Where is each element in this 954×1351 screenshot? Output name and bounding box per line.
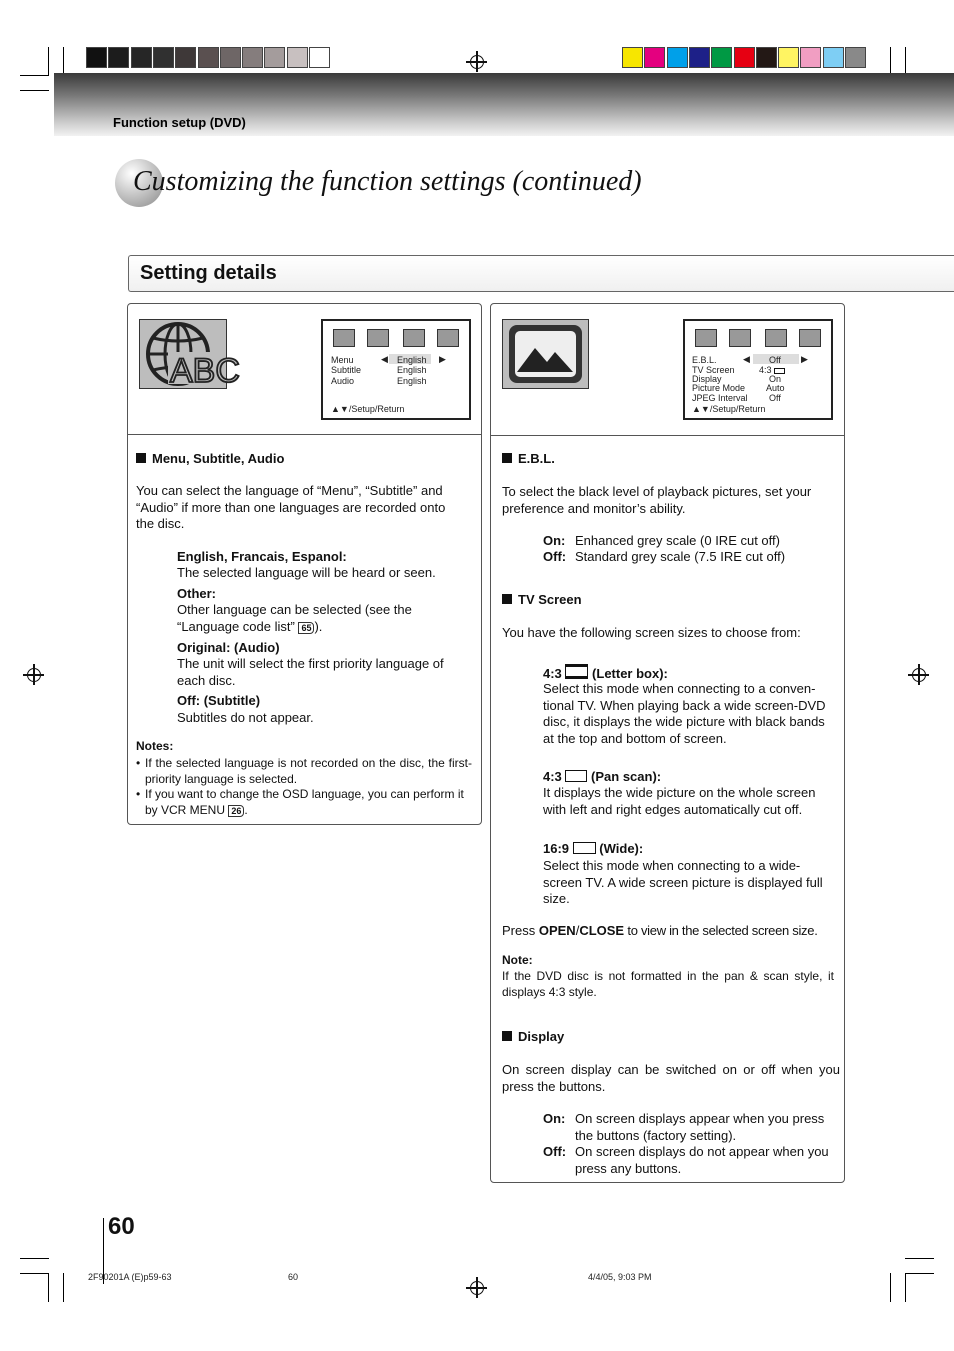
picture-osd-screen (683, 319, 833, 420)
registration-mark-icon (27, 668, 41, 682)
language-tab-icon (333, 329, 355, 347)
audio-tab-icon (403, 329, 425, 347)
option-title (543, 841, 643, 858)
option-title (543, 769, 661, 786)
color-swatch (667, 47, 688, 68)
osd-nav: ▲▼/Setup/Return (331, 404, 405, 414)
note-title: Note: (502, 953, 533, 967)
color-swatch (800, 47, 821, 68)
section-label: Function setup (DVD) (113, 115, 246, 130)
bullet-square-icon (502, 1031, 512, 1041)
text: / (575, 923, 580, 938)
text: ). (314, 618, 323, 634)
osd-nav: ▲▼/Setup/Return (692, 404, 766, 414)
option-desc: Subtitles do not appear. (177, 710, 314, 725)
option-title: Original: (Audio) (177, 640, 280, 655)
option-desc: On screen displays do not appear when you press any buttons. (575, 1144, 829, 1176)
bullet-square-icon (502, 453, 512, 463)
crop-mark (905, 1273, 934, 1274)
crop-mark (905, 1273, 906, 1302)
paragraph (502, 923, 818, 940)
osd-value: English (397, 355, 427, 365)
text: Press (502, 923, 539, 938)
color-swatch (622, 47, 643, 68)
color-swatch (845, 47, 866, 68)
heading-text: Menu, Subtitle, Audio (152, 451, 285, 466)
color-swatch (175, 47, 196, 68)
crop-mark (63, 47, 64, 76)
arrow-left-icon: ◀ (381, 354, 388, 364)
text: (Wide): (599, 841, 644, 856)
option-desc: Select this mode when connecting to a conven-tional TV. When playing back a wide screen-DVD disc, it displays the wide picture with black bands at the top and bottom of screen. (543, 681, 826, 746)
footer-page: 60 (288, 1272, 299, 1282)
button-name: OPEN (538, 923, 576, 938)
osd-label: Audio (331, 376, 355, 386)
language-osd-screen (321, 319, 471, 420)
button-name: CLOSE (579, 923, 625, 938)
option-title: On: (543, 1111, 566, 1126)
color-swatch (86, 47, 107, 68)
footer-date: 4/4/05, 9:03 PM (588, 1272, 652, 1282)
option-title (543, 664, 668, 683)
crop-mark (63, 1273, 64, 1302)
crop-mark (20, 75, 49, 76)
page-title: Customizing the function settings (continued) (133, 166, 642, 197)
color-swatch (778, 47, 799, 68)
color-swatch (220, 47, 241, 68)
footer-code: 2F90201A (E)p59-63 (88, 1272, 172, 1282)
color-swatch (108, 47, 129, 68)
page-reference: 26 (228, 805, 244, 817)
picture-tab-icon (367, 329, 389, 347)
osd-label: Display (692, 374, 722, 384)
picture-tab-icon (729, 329, 751, 347)
option-desc: On screen displays appear when you press the buttons (factory setting). (575, 1111, 825, 1143)
language-globe-icon (139, 319, 240, 390)
crop-mark (890, 1273, 891, 1302)
setup-tab-icon (799, 329, 821, 347)
color-swatch (823, 47, 844, 68)
heading-ebl (502, 451, 555, 466)
option-desc: The unit will select the first priority language of each disc. (177, 656, 444, 688)
option-title: Off: (Subtitle) (177, 693, 261, 708)
text: (Pan scan): (591, 769, 662, 784)
bullet-square-icon (502, 594, 512, 604)
crop-mark (20, 1273, 49, 1274)
text: Other language can be selected (see the (177, 602, 412, 617)
option-desc: Standard grey scale (7.5 IRE cut off) (575, 549, 786, 564)
paragraph: On screen display can be switched on or off when you press the buttons. (502, 1062, 840, 1094)
text: to view in the selected screen size. (624, 923, 818, 938)
arrow-right-icon: ▶ (439, 354, 446, 364)
color-swatch (264, 47, 285, 68)
heading-text: Display (518, 1029, 565, 1044)
crop-mark (890, 47, 891, 76)
pan-scan-icon (565, 770, 587, 782)
option-desc (177, 602, 472, 635)
svg-text:ABC: ABC (170, 352, 240, 390)
text: If the selected language is not recorded on the disc, the first-priority language is selected. (145, 756, 472, 786)
text: If you want to change the OSD language, you can perform it by VCR MENU (145, 787, 464, 817)
text: 4:3 (543, 666, 562, 681)
registration-mark-icon (470, 55, 484, 69)
color-swatch (309, 47, 330, 68)
option-desc: The selected language will be heard or seen. (177, 565, 436, 580)
page-number: 60 (108, 1213, 135, 1240)
color-swatch (689, 47, 710, 68)
option-title: On: (543, 533, 566, 548)
color-swatch (131, 47, 152, 68)
text: 4:3 (759, 365, 772, 375)
text: 16:9 (543, 841, 570, 856)
color-swatch (734, 47, 755, 68)
color-swatch (287, 47, 308, 68)
color-swatch (242, 47, 263, 68)
osd-label: TV Screen (692, 365, 735, 375)
picture-icon (502, 319, 589, 389)
audio-tab-icon (765, 329, 787, 347)
crop-mark (48, 1273, 49, 1302)
option-desc: It displays the wide picture on the whole screen with left and right edges automatically cut off. (543, 785, 816, 817)
option-desc: Select this mode when connecting to a wide-screen TV. A wide screen picture is displayed full size. (543, 858, 823, 906)
option-title: Off: (543, 1144, 567, 1159)
osd-value: On (769, 374, 782, 384)
option-title: Off: (543, 549, 567, 564)
divider (491, 435, 844, 436)
osd-label: Menu (331, 355, 354, 365)
arrow-left-icon: ◀ (743, 354, 750, 364)
crop-mark (905, 1258, 934, 1259)
text: (Letter box): (592, 666, 668, 681)
crop-mark (20, 1258, 49, 1259)
color-swatch (756, 47, 777, 68)
heading-tv-screen (502, 592, 582, 607)
osd-value: Off (769, 393, 781, 403)
text: . (244, 802, 248, 817)
color-swatch (711, 47, 732, 68)
crop-mark (48, 47, 49, 76)
crop-mark (20, 90, 49, 91)
osd-label: JPEG Interval (692, 393, 748, 403)
heading-menu-subtitle-audio (136, 451, 284, 466)
option-desc: Enhanced grey scale (0 IRE cut off) (575, 533, 780, 548)
arrow-right-icon: ▶ (801, 354, 808, 364)
paragraph: To select the black level of playback pictures, set your preference and monitor’s ability. (502, 484, 812, 516)
registration-mark-icon (470, 1281, 484, 1295)
page-reference: 65 (298, 622, 314, 634)
osd-label: E.B.L. (692, 355, 717, 365)
osd-value: English (397, 365, 427, 375)
color-swatch (198, 47, 219, 68)
language-tab-icon (695, 329, 717, 347)
heading-text: E.B.L. (518, 451, 555, 466)
wide-screen-icon (573, 842, 596, 854)
divider (128, 434, 481, 435)
bullet-square-icon (136, 453, 146, 463)
color-swatch (644, 47, 665, 68)
text: “Language code list” (177, 618, 295, 634)
osd-value: Off (769, 355, 781, 365)
paragraph: You have the following screen sizes to choose from: (502, 625, 801, 640)
letterbox-icon (565, 664, 588, 679)
text: 4:3 (543, 769, 562, 784)
notes-title: Notes: (136, 739, 174, 753)
note-item: • If the selected language is not recorded on the disc, the first-priority language is selected. (136, 756, 472, 786)
registration-mark-icon (912, 668, 926, 682)
color-swatch (153, 47, 174, 68)
option-title: Other: (177, 586, 216, 601)
paragraph: You can select the language of “Menu”, “Subtitle” and “Audio” if more than one languages are recorded onto the disc. (136, 483, 446, 531)
osd-value: Auto (766, 383, 785, 393)
crop-mark (905, 47, 906, 76)
osd-label: Subtitle (331, 365, 362, 375)
heading-text: TV Screen (518, 592, 582, 607)
note-item: • If you want to change the OSD language, you can perform it by VCR MENU 26 . (136, 787, 464, 817)
osd-value: English (397, 376, 427, 386)
heading-display (502, 1029, 564, 1044)
osd-label: Picture Mode (692, 383, 746, 393)
option-title: English, Francais, Espanol: (177, 549, 347, 564)
setup-tab-icon (437, 329, 459, 347)
note-text: If the DVD disc is not formatted in the pan & scan style, it displays 4:3 style. (502, 969, 834, 999)
subheading: Setting details (140, 262, 277, 284)
